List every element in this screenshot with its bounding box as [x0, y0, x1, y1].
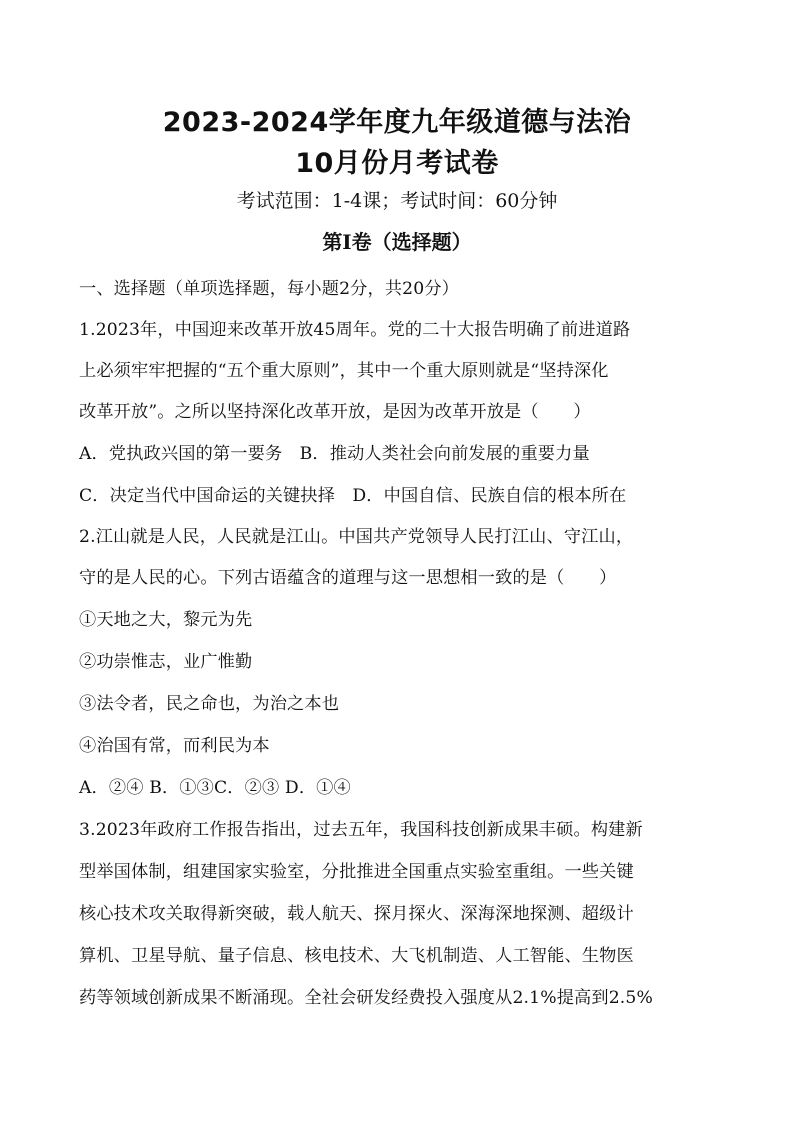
- q2-options: A．②④ B．①③C．②③ D．①④: [79, 778, 351, 798]
- q3-text-line3: 核心技术攻关取得新突破，载人航天、探月探火、深海深地探测、超级计: [79, 904, 634, 924]
- q2-statement-4: ④治国有常，而利民为本: [79, 736, 270, 756]
- q2-text-line1: 2.江山就是人民，人民就是江山。中国共产党领导人民打江山、守江山，: [79, 527, 634, 547]
- q2-statement-3: ③法令者，民之命也，为治之本也: [79, 694, 340, 714]
- q1-options-ab: A．党执政兴国的第一要务 B．推动人类社会向前发展的重要力量: [79, 444, 590, 464]
- q2-text-line2: 守的是人民的心。下列古语蕴含的道理与这一思想相一致的是（ ）: [79, 568, 617, 588]
- q1-text-line1: 1.2023年，中国迎来改革开放45周年。党的二十大报告明确了前进道路: [79, 320, 631, 340]
- q3-text-line5: 药等领域创新成果不断涌现。全社会研发经费投入强度从2.1%提高到2.5%: [79, 988, 653, 1008]
- q3-text-line1: 3.2023年政府工作报告指出，过去五年，我国科技创新成果丰硕。构建新: [79, 820, 643, 840]
- question-section-instruction: 一、选择题（单项选择题，每小题2分，共20分）: [79, 279, 460, 299]
- exam-title-line2: 10月份月考试卷: [295, 148, 499, 179]
- q3-text-line4: 算机、卫星导航、量子信息、核电技术、大飞机制造、人工智能、生物医: [79, 946, 634, 966]
- section-heading: 第I卷（选择题）: [322, 230, 472, 254]
- exam-title-line1: 2023-2024学年度九年级道德与法治: [162, 107, 632, 138]
- q1-text-line2: 上必须牢牢把握的“五个重大原则”，其中一个重大原则就是“坚持深化: [79, 361, 609, 381]
- q1-text-line3: 改革开放”。之所以坚持深化改革开放，是因为改革开放是（ ）: [79, 402, 591, 422]
- q2-statement-2: ②功崇惟志，业广惟勤: [79, 652, 253, 672]
- q1-options-cd: C．决定当代中国命运的关键抉择 D．中国自信、民族自信的根本所在: [79, 486, 627, 506]
- q3-text-line2: 型举国体制，组建国家实验室，分批推进全国重点实验室重组。一些关键: [79, 862, 634, 882]
- q2-statement-1: ①天地之大，黎元为先: [79, 610, 253, 630]
- exam-scope-info: 考试范围：1-4课；考试时间：60分钟: [236, 190, 558, 212]
